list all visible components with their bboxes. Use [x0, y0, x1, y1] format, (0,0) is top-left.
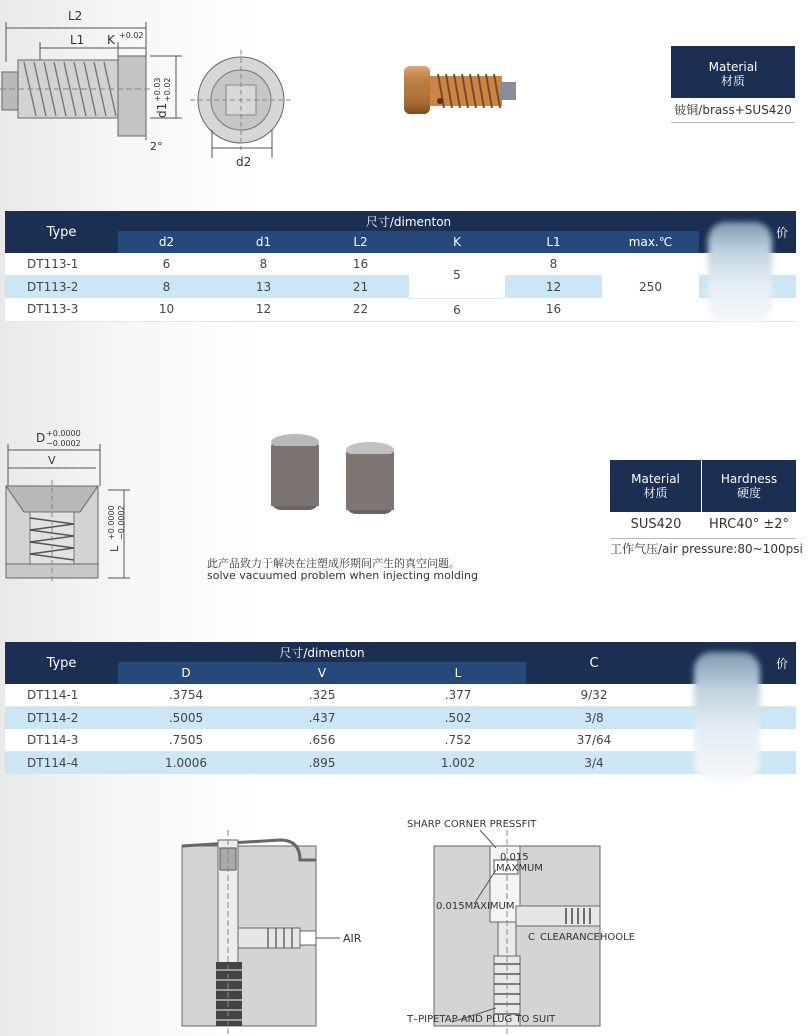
material-value-2: SUS420 [610, 512, 702, 539]
tpipe-label: T–PIPETAP AND PLUG TO SUIT [407, 1014, 556, 1025]
dim-label-L-tol-up: +0.0000 [107, 505, 116, 540]
cell-L: 1.002 [390, 752, 526, 775]
cell-d2: 10 [118, 298, 215, 321]
spec-table-dt114 [5, 642, 796, 774]
cell-V: .437 [254, 707, 390, 730]
cell-L2: 22 [312, 298, 409, 321]
cell-d1: 8 [215, 253, 312, 276]
material-header-en: Material [708, 60, 758, 74]
table-row [5, 729, 796, 752]
max-label-value: 0.015 [500, 852, 529, 863]
th-D: D [118, 662, 254, 684]
clearance-label: CLEARANCEHOOLE [540, 932, 636, 943]
cell-d2: 6 [118, 253, 215, 276]
th-maxc: max.℃ [602, 231, 699, 253]
dim-label-D-tol-up: +0.0000 [46, 429, 81, 438]
installation-diagram-left [182, 830, 362, 1036]
table-row [5, 684, 796, 707]
max-label-word: MAXMUM [496, 863, 543, 874]
th-type: Type [5, 642, 118, 684]
table-row [5, 752, 796, 775]
th-d1: d1 [215, 231, 312, 253]
th-d2: d2 [118, 231, 215, 253]
caption-cn: 此产品致力于解决在注塑成形期间产生的真空问题。 [207, 557, 460, 570]
cell-type: DT114-3 [5, 729, 118, 752]
th-L1: L1 [505, 231, 602, 253]
cell-K: 6 [409, 298, 505, 321]
dim-label-L-tol-dn: −0.0002 [117, 505, 126, 540]
cell-type: DT114-4 [5, 752, 118, 775]
material-box-1 [671, 46, 795, 123]
dim-label-d1-tol-dn: +0.02 [163, 77, 172, 102]
th-L2: L2 [312, 231, 409, 253]
th-dimension-group: 尺寸/dimenton [118, 211, 699, 231]
max2-label: 0.015MAXIMUM [436, 901, 515, 912]
material-value-1: 铍铜/brass+SUS420 [671, 98, 795, 123]
cell-C: 3/8 [526, 707, 662, 730]
material-header-1 [671, 46, 795, 98]
th-V: V [254, 662, 390, 684]
cell-type: DT113-3 [5, 298, 118, 321]
brass-vent-photo [404, 66, 516, 114]
table-row [5, 707, 796, 730]
th-type: Type [5, 211, 118, 253]
spec-table-dt113 [5, 211, 796, 322]
hardness-header-cn: 硬度 [736, 486, 761, 500]
cell-D: .5005 [118, 707, 254, 730]
dim-label-angle: 2° [150, 140, 163, 153]
material-header-cn: 材质 [643, 486, 668, 500]
table-row [5, 253, 796, 276]
cell-C: 37/64 [526, 729, 662, 752]
c-label: C [528, 932, 535, 943]
cell-C: 9/32 [526, 684, 662, 707]
cell-type: DT113-1 [5, 253, 118, 276]
air-label: AIR [343, 932, 362, 945]
material-header-cn: 材质 [720, 74, 745, 88]
cell-L: .502 [390, 707, 526, 730]
dim-label-d1-tol-up: +0.03 [153, 77, 162, 102]
hardness-header-en: Hardness [720, 472, 778, 486]
cell-L2: 16 [312, 253, 409, 276]
cell-d1: 13 [215, 276, 312, 299]
cell-D: .7505 [118, 729, 254, 752]
cell-V: .325 [254, 684, 390, 707]
dim-label-L2: L2 [68, 9, 83, 23]
dim-label-K: K [107, 33, 115, 47]
dim-label-K-tol: +0.02 [119, 31, 144, 40]
material-header-en: Material [631, 472, 680, 486]
cell-K-merged: 5 [409, 253, 505, 298]
cell-V: .895 [254, 752, 390, 775]
sharp-corner-label: SHARP CORNER PRESSFIT [407, 819, 537, 830]
cell-L2: 21 [312, 276, 409, 299]
material-header-2 [610, 460, 702, 512]
th-price: 价 [662, 642, 796, 684]
cell-D: 1.0006 [118, 752, 254, 775]
dim-label-L: L [108, 545, 121, 552]
cell-L1: 8 [505, 253, 602, 276]
th-dimension-group: 尺寸/dimenton [118, 642, 526, 662]
material-box-2 [610, 460, 796, 539]
price-redaction-2 [694, 652, 760, 780]
cell-D: .3754 [118, 684, 254, 707]
installation-diagrams [0, 800, 810, 1036]
th-L: L [390, 662, 526, 684]
caption-en: solve vacuumed problem when injecting molding [207, 569, 478, 582]
cell-L: .377 [390, 684, 526, 707]
cell-L1: 16 [505, 298, 602, 321]
air-pressure-note: 工作气压/air pressure:80~100psi [610, 542, 803, 556]
cell-L: .752 [390, 729, 526, 752]
cell-V: .656 [254, 729, 390, 752]
cell-L1: 12 [505, 276, 602, 299]
cell-type: DT114-2 [5, 707, 118, 730]
th-price: 价 [699, 211, 796, 253]
cell-d1: 12 [215, 298, 312, 321]
cell-d2: 8 [118, 276, 215, 299]
dim-label-V: V [48, 454, 56, 467]
cell-type: DT113-2 [5, 276, 118, 299]
vent-plug-photo [271, 434, 394, 514]
cell-type: DT114-1 [5, 684, 118, 707]
hardness-value: HRC40° ±2° [702, 512, 796, 539]
dim-label-d1: d1 [155, 102, 169, 118]
installation-diagram-right [406, 819, 635, 1036]
cell-maxc-merged: 250 [602, 253, 699, 321]
th-C: C [526, 642, 662, 684]
cell-C: 3/4 [526, 752, 662, 775]
dim-label-L1: L1 [70, 33, 85, 47]
th-K: K [409, 231, 505, 253]
dim-label-D: D [36, 431, 46, 445]
hardness-header [702, 460, 796, 512]
dim-label-D-tol-dn: −0.0002 [46, 439, 81, 448]
price-redaction-1 [708, 222, 772, 322]
dim-label-d2: d2 [236, 155, 252, 169]
